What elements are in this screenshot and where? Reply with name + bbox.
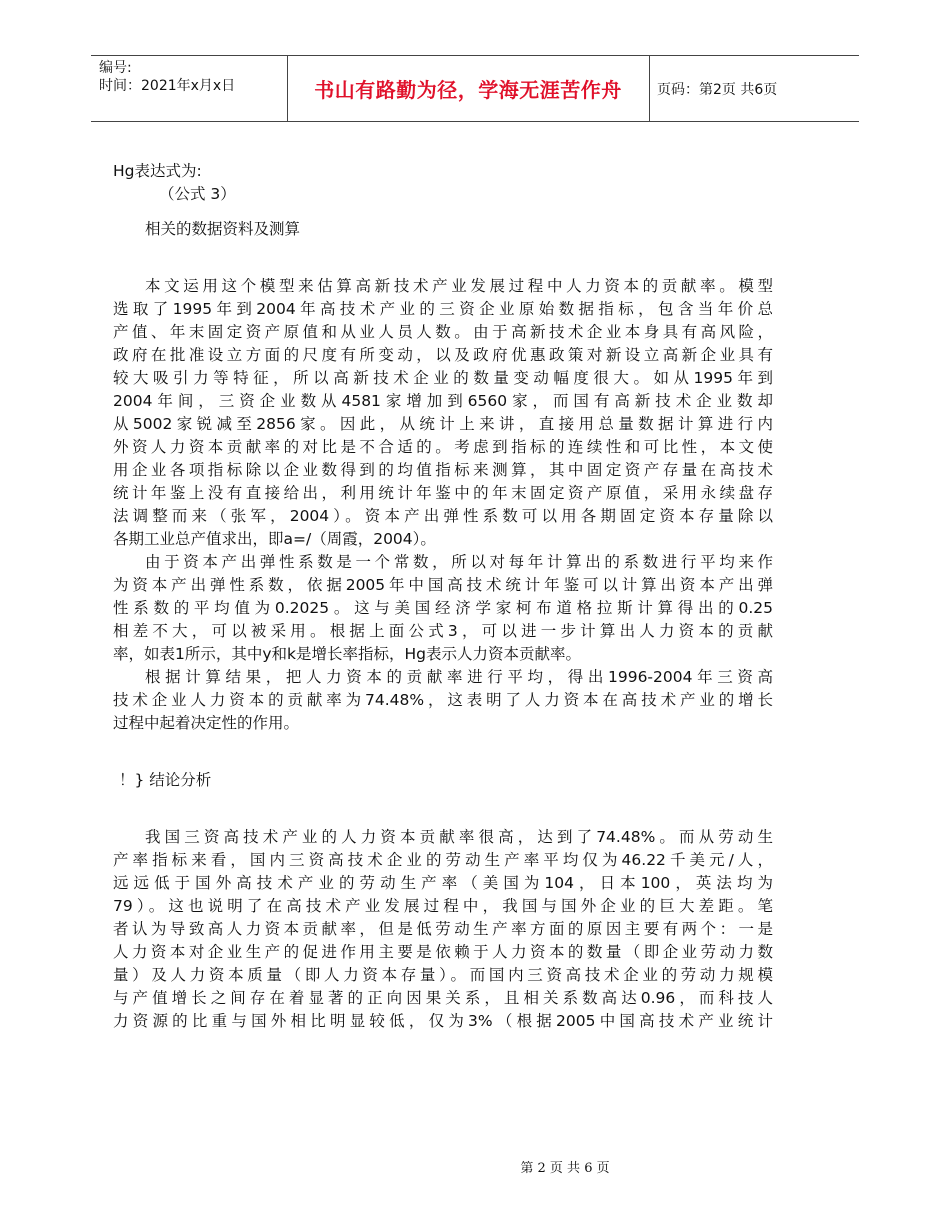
text-line: 产值、年末固定资产原值和从业人员人数。由于高新技术企业本身具有高风险，	[113, 323, 773, 341]
text-line: 过程中起着决定性的作用。	[113, 714, 300, 732]
text-line: 者认为导致高人力资本贡献率，但是低劳动生产率方面的原因主要有两个：一是	[113, 920, 773, 938]
text-line: 我国三资高技术产业的人力资本贡献率很高，达到了74.48%。而从劳动生	[145, 828, 773, 846]
text-line: 与产值增长之间存在着显著的正向因果关系，且相关系数高达0.96，而科技人	[113, 989, 773, 1007]
formula-intro: Hg表达式为:	[113, 162, 202, 180]
text-line: 各期工业总产值求出，即a=/（周霞，2004）。	[113, 530, 436, 548]
text-line: 统计年鉴上没有直接给出，利用统计年鉴中的年末固定资产原值，采用永续盘存	[113, 484, 773, 502]
text-line: 法调整而来（张军，2004）。资本产出弹性系数可以用各期固定资本存量除以	[113, 507, 773, 525]
text-line: 外资人力资本贡献率的对比是不合适的。考虑到指标的连续性和可比性，本文使	[113, 438, 773, 456]
text-line: 相差不大，可以被采用。根据上面公式3，可以进一步计算出人力资本的贡献	[113, 622, 773, 640]
text-line: 2004年间，三资企业数从4581家增加到6560家，而国有高新技术企业数却	[113, 392, 773, 410]
document-body	[113, 160, 773, 1033]
text-line: 本文运用这个模型来估算高新技术产业发展过程中人力资本的贡献率。模型	[145, 277, 773, 295]
header-motto: 书山有路勤为径，学海无涯苦作舟	[314, 78, 622, 102]
page-footer: 第 2 页 共 6 页	[520, 1161, 610, 1176]
text-line: 力资源的比重与国外相比明显较低，仅为3%（根据2005中国高技术产业统计	[113, 1012, 773, 1030]
text-line: 政府在批准设立方面的尺度有所变动，以及政府优惠政策对新设立高新企业具有	[113, 346, 773, 364]
paragraph-3	[113, 666, 773, 735]
text-line: 用企业各项指标除以企业数得到的均值指标来测算，其中固定资产存量在高技术	[113, 461, 773, 479]
paragraph-1	[113, 275, 773, 551]
text-line: 79）。这也说明了在高技术产业发展过程中，我国与国外企业的巨大差距。笔	[113, 897, 773, 915]
text-line: 产率指标来看，国内三资高技术企业的劳动生产率平均仅为46.22千美元/人，	[113, 851, 773, 869]
text-line: 远远低于国外高技术产业的劳动生产率（美国为104，日本100，英法均为	[113, 874, 773, 892]
header-divider-right	[649, 56, 650, 121]
page-header	[91, 55, 859, 122]
paragraph-4	[113, 826, 773, 1033]
text-line: 由于资本产出弹性系数是一个常数，所以对每年计算出的系数进行平均来作	[145, 553, 773, 571]
header-page-number: 页码：第2页 共6页	[657, 81, 778, 98]
text-line: 性系数的平均值为0.2025。这与美国经济学家柯布道格拉斯计算得出的0.25	[113, 599, 773, 617]
text-line: 根据计算结果，把人力资本的贡献率进行平均，得出1996-2004年三资高	[145, 668, 773, 686]
text-line: 为资本产出弹性系数，依据2005年中国高技术统计年鉴可以计算出资本产出弹	[113, 576, 773, 594]
text-line: 选取了1995年到2004年高技术产业的三资企业原始数据指标，包含当年价总	[113, 300, 773, 318]
text-line: 较大吸引力等特征，所以高新技术企业的数量变动幅度很大。如从1995年到	[113, 369, 773, 387]
text-line: 技术企业人力资本的贡献率为74.48%，这表明了人力资本在高技术产业的增长	[113, 691, 773, 709]
text-line: 从5002家锐减至2856家。因此，从统计上来讲，直接用总量数据计算进行内	[113, 415, 773, 433]
subheading-data: 相关的数据资料及测算	[145, 220, 301, 238]
text-line: 人力资本对企业生产的促进作用主要是依赖于人力资本的数量（即企业劳动力数	[113, 943, 773, 961]
text-line: 量）及人力资本质量（即人力资本存量）。而国内三资高技术企业的劳动力规模	[113, 966, 773, 984]
section-heading-conclusion: ！} 结论分析	[119, 771, 212, 789]
header-meta	[99, 59, 235, 95]
formula-label: （公式 3）	[159, 185, 236, 203]
text-line: 率，如表1所示，其中y和k是增长率指标，Hg表示人力资本贡献率。	[113, 645, 582, 663]
document-number-label: 编号:	[99, 60, 132, 76]
document-time-label: 时间：2021年x月x日	[99, 78, 236, 94]
paragraph-2	[113, 551, 773, 666]
